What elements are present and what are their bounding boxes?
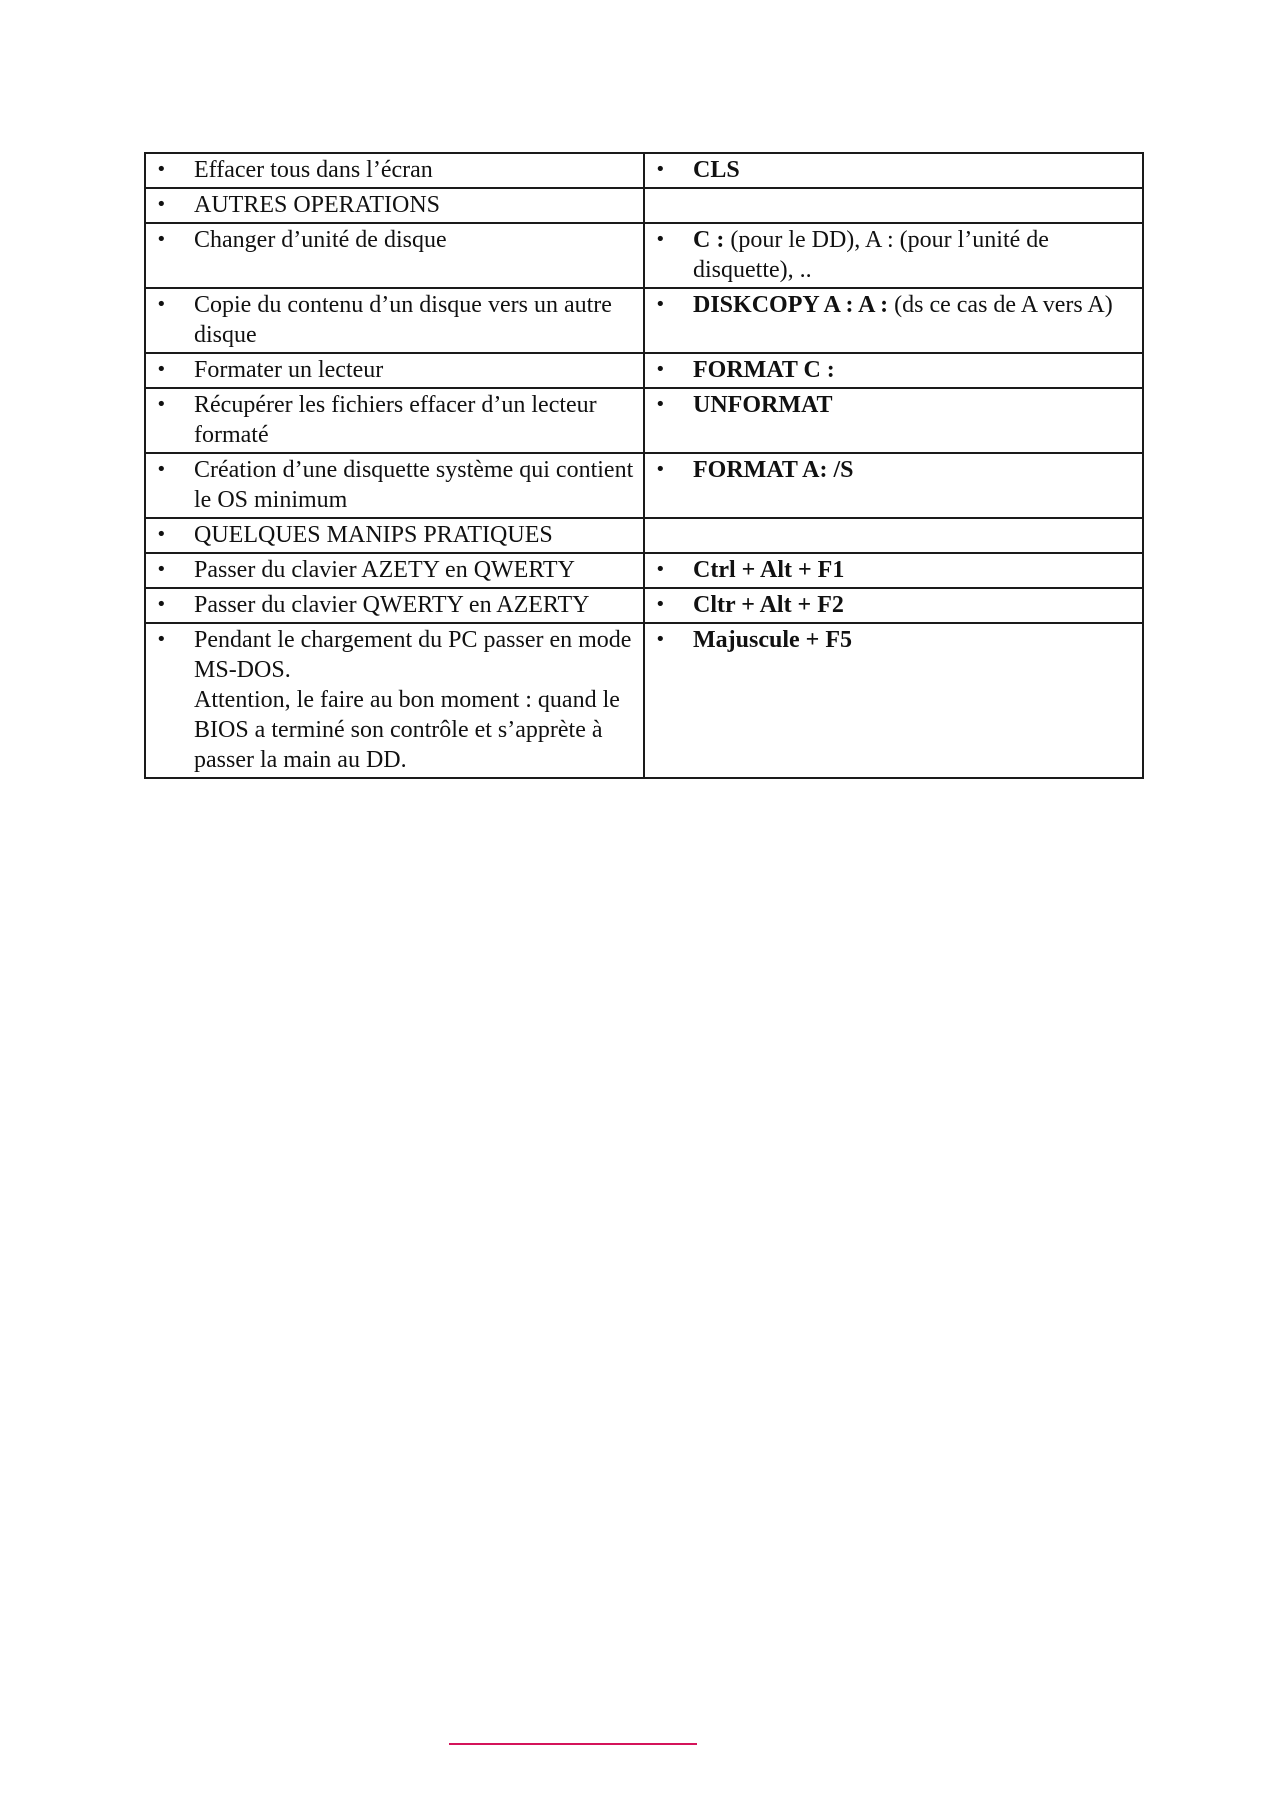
description-text: Passer du clavier AZETY en QWERTY bbox=[194, 557, 575, 583]
description-cell bbox=[145, 588, 644, 623]
section-heading: QUELQUES MANIPS PRATIQUES bbox=[194, 522, 553, 548]
command-text: CLS bbox=[693, 157, 740, 183]
bullet-icon: • bbox=[156, 524, 167, 545]
table-row bbox=[145, 153, 1143, 188]
table-row bbox=[145, 553, 1143, 588]
table-row bbox=[145, 288, 1143, 353]
command-text: C : bbox=[693, 227, 725, 253]
command-cell bbox=[644, 288, 1143, 353]
bullet-icon: • bbox=[156, 359, 167, 380]
description-text: Formater un lecteur bbox=[194, 357, 384, 383]
description-cell bbox=[145, 153, 644, 188]
command-text: UNFORMAT bbox=[693, 392, 833, 418]
command-table bbox=[144, 152, 1144, 779]
section-heading-cell bbox=[145, 188, 644, 223]
description-cell bbox=[145, 388, 644, 453]
command-text: Majuscule + F5 bbox=[693, 627, 852, 653]
command-cell bbox=[644, 223, 1143, 288]
description-cell bbox=[145, 288, 644, 353]
bullet-icon: • bbox=[156, 294, 167, 315]
bullet-icon: • bbox=[156, 629, 167, 650]
table-row bbox=[145, 353, 1143, 388]
description-warning: Attention, le faire au bon moment : quand le BIOS a terminé son contrôle et s’apprète à passer la main au DD. bbox=[194, 687, 620, 773]
bullet-icon: • bbox=[156, 559, 167, 580]
description-text: Pendant le chargement du PC passer en mode MS-DOS. bbox=[194, 627, 632, 683]
table-row bbox=[145, 453, 1143, 518]
table-row bbox=[145, 223, 1143, 288]
command-cell bbox=[644, 153, 1143, 188]
command-cell bbox=[644, 353, 1143, 388]
command-text: FORMAT A: /S bbox=[693, 457, 854, 483]
footer-rule bbox=[449, 1743, 697, 1745]
command-text: Ctrl + Alt + F1 bbox=[693, 557, 845, 583]
section-heading-cell bbox=[145, 518, 644, 553]
table-row bbox=[145, 188, 1143, 223]
bullet-icon: • bbox=[156, 394, 167, 415]
description-cell bbox=[145, 553, 644, 588]
bullet-icon: • bbox=[655, 459, 666, 480]
bullet-icon: • bbox=[156, 229, 167, 250]
table-row bbox=[145, 388, 1143, 453]
bullet-icon: • bbox=[156, 594, 167, 615]
command-cell bbox=[644, 388, 1143, 453]
description-text: Récupérer les fichiers effacer d’un lecteur formaté bbox=[194, 392, 597, 448]
command-cell bbox=[644, 623, 1143, 778]
bullet-icon: • bbox=[655, 159, 666, 180]
description-text: Changer d’unité de disque bbox=[194, 227, 447, 253]
bullet-icon: • bbox=[655, 294, 666, 315]
table-row bbox=[145, 588, 1143, 623]
command-text: Cltr + Alt + F2 bbox=[693, 592, 844, 618]
empty-cell bbox=[644, 188, 1143, 223]
bullet-icon: • bbox=[156, 194, 167, 215]
description-cell bbox=[145, 353, 644, 388]
bullet-icon: • bbox=[655, 559, 666, 580]
command-cell bbox=[644, 453, 1143, 518]
description-text: Copie du contenu d’un disque vers un autre disque bbox=[194, 292, 612, 348]
bullet-icon: • bbox=[655, 394, 666, 415]
description-text: Effacer tous dans l’écran bbox=[194, 157, 433, 183]
command-cell bbox=[644, 553, 1143, 588]
description-cell bbox=[145, 223, 644, 288]
command-text: DISKCOPY A : A : bbox=[693, 292, 889, 318]
command-note: (pour le DD), A : (pour l’unité de disquette), .. bbox=[693, 227, 1049, 283]
command-note: (ds ce cas de A vers A) bbox=[888, 292, 1113, 318]
section-heading: AUTRES OPERATIONS bbox=[194, 192, 441, 218]
bullet-icon: • bbox=[156, 459, 167, 480]
description-cell bbox=[145, 453, 644, 518]
table-row bbox=[145, 623, 1143, 778]
description-cell bbox=[145, 623, 644, 778]
description-text: Création d’une disquette système qui contient le OS minimum bbox=[194, 457, 634, 513]
description-text: Passer du clavier QWERTY en AZERTY bbox=[194, 592, 590, 618]
bullet-icon: • bbox=[655, 229, 666, 250]
bullet-icon: • bbox=[655, 359, 666, 380]
empty-cell bbox=[644, 518, 1143, 553]
bullet-icon: • bbox=[156, 159, 167, 180]
command-cell bbox=[644, 588, 1143, 623]
command-text: FORMAT C : bbox=[693, 357, 835, 383]
table-row bbox=[145, 518, 1143, 553]
bullet-icon: • bbox=[655, 594, 666, 615]
bullet-icon: • bbox=[655, 629, 666, 650]
